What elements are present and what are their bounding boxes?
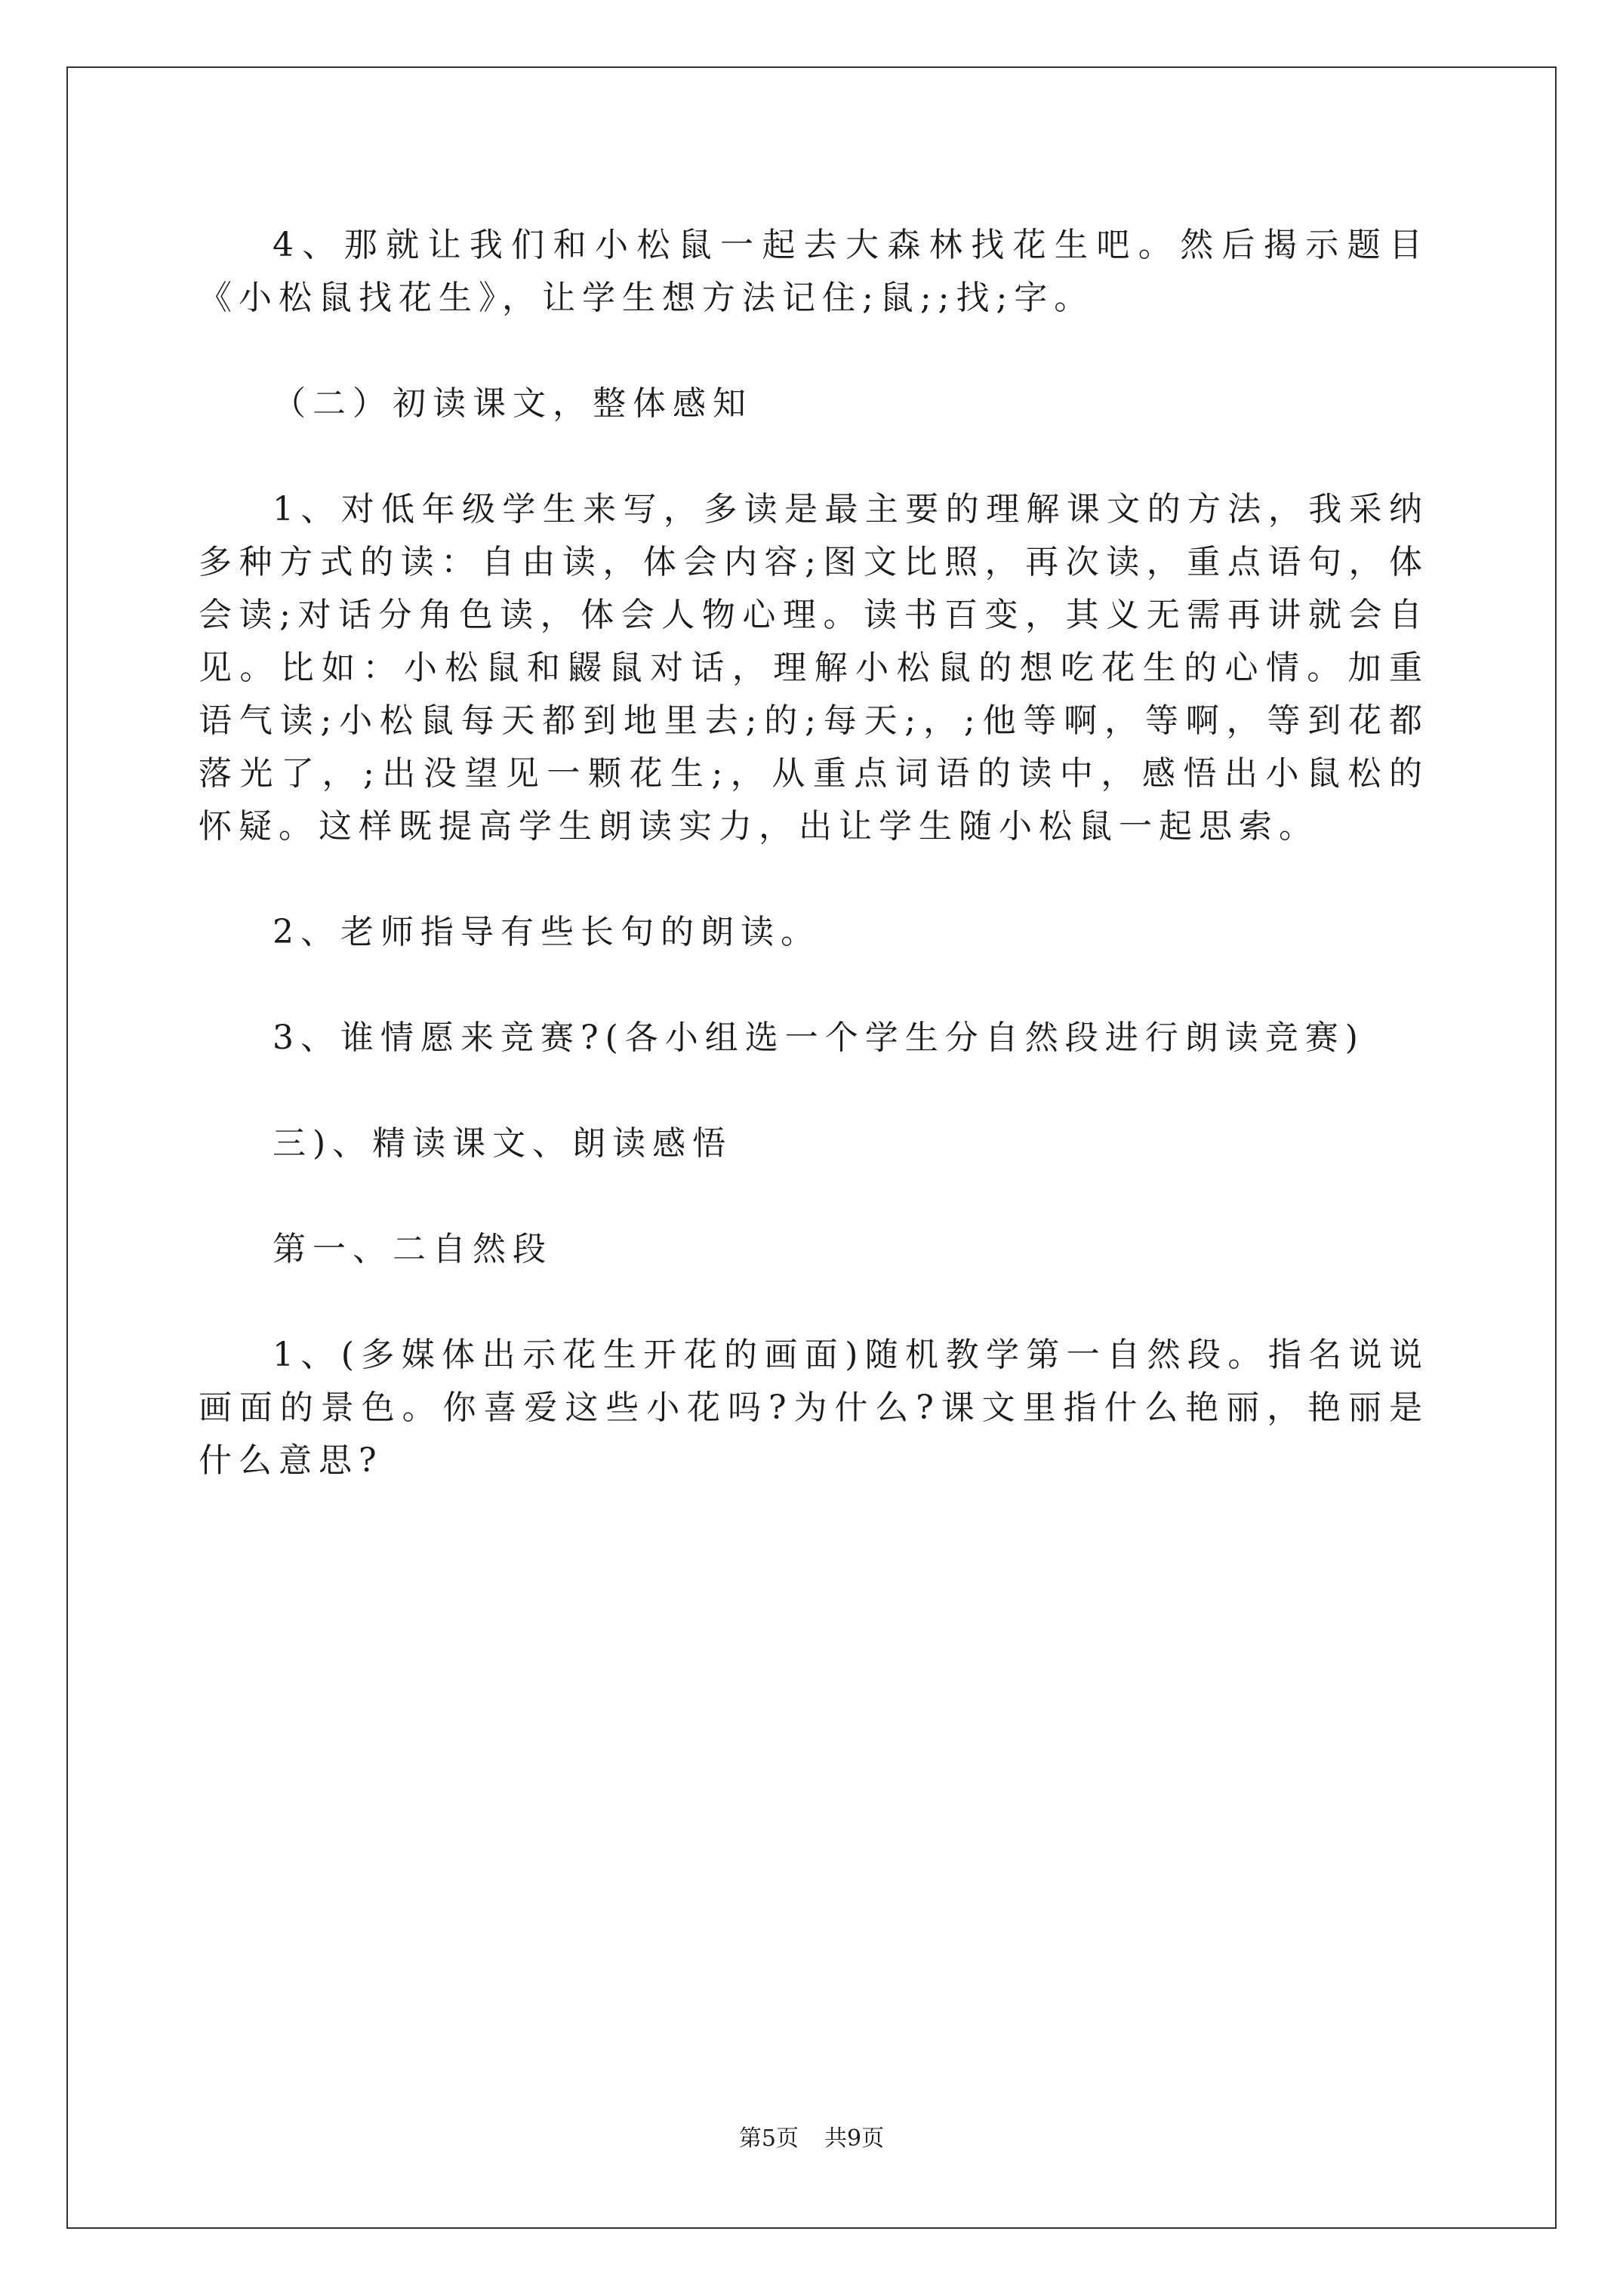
paragraph: 1、对低年级学生来写，多读是最主要的理解课文的方法，我采纳多种方式的读：自由读，体会内容;图文比照，再次读，重点语句，体会读;对话分角色读，体会人物心理。读书百变，其义无需再讲就会自见。比如：小松鼠和鼹鼠对话，理解小松鼠的想吃花生的心情。加重语气读;小松鼠每天都到地里去;的;每天;，;他等啊，等啊，等到花都落光了，;出没望见一颗花生;，从重点词语的读中，感悟出小鼠松的怀疑。这样既提高学生朗读实力，出让学生随小松鼠一起思索。 — [199, 490, 1429, 846]
paragraph: 3、谁情愿来竞赛?(各小组选一个学生分自然段进行朗读竞赛) — [273, 1019, 1365, 1057]
page-number: 第5页 — [738, 2125, 799, 2152]
document-body — [199, 219, 1429, 1487]
section-heading: 三)、精读课文、朗读感悟 — [273, 1124, 733, 1163]
paragraph: 2、老师指导有些长句的朗读。 — [273, 913, 821, 951]
subsection-heading: 第一、二自然段 — [273, 1230, 553, 1268]
section-heading: （二）初读课文，整体感知 — [273, 384, 753, 423]
page-total: 共9页 — [824, 2125, 885, 2152]
paragraph: 4、那就让我们和小松鼠一起去大森林找花生吧。然后揭示题目《小松鼠找花生》，让学生想方法记住;鼠;;找;字。 — [199, 226, 1429, 317]
page-footer — [0, 2125, 1623, 2153]
paragraph: 1、(多媒体出示花生开花的画面)随机教学第一自然段。指名说说画面的景色。你喜爱这些小花吗?为什么?课文里指什么艳丽，艳丽是什么意思? — [199, 1336, 1429, 1480]
